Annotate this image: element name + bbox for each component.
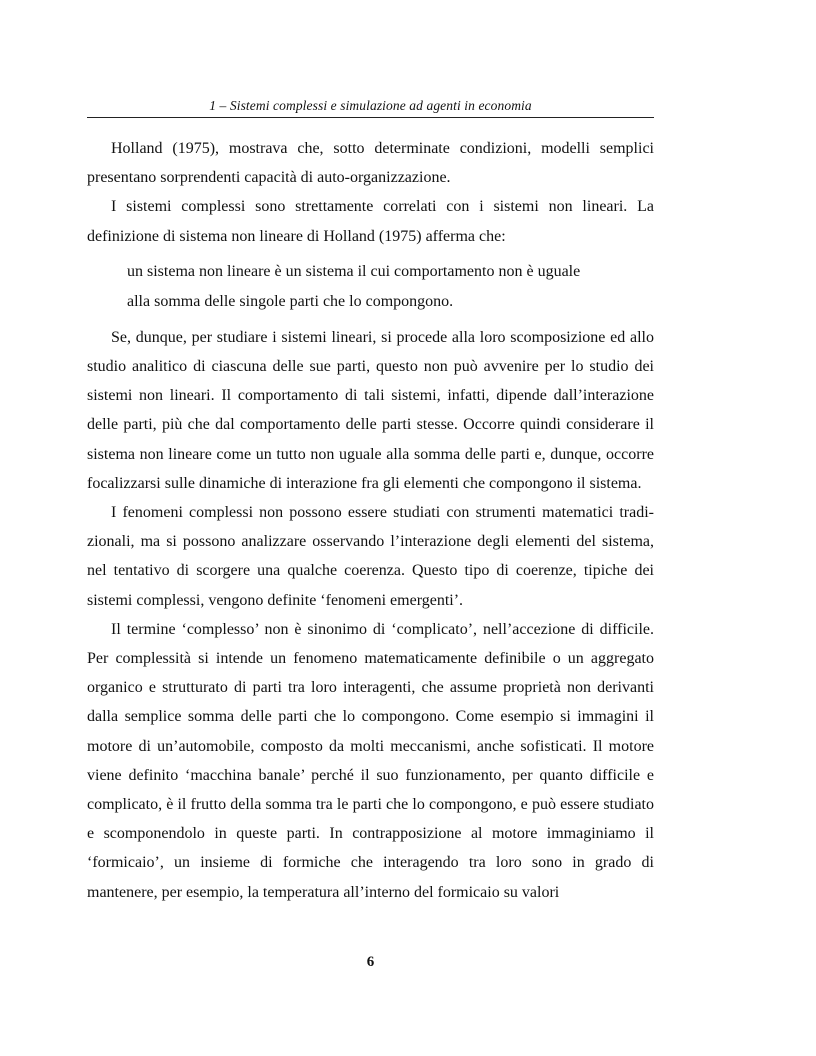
quote-line-2: alla somma delle singole parti che lo compongono. — [127, 292, 454, 310]
header-rule — [87, 117, 654, 118]
paragraph-holland-self-organization: Holland (1975), mostrava che, sotto determinate condizioni, modelli semplici presentano sorprendenti capacità di auto-organizzazione. — [87, 140, 654, 187]
definition-quote — [127, 257, 627, 317]
paragraph-complex-phenomena: I fenomeni complessi non possono essere studiati con strumenti matematici tradizionali, ma si possono analizzare osservando l’interazione degli elementi del sistema, nel tentativo di scorgere una qualche coerenza. Questo tipo di coerenze, tipiche dei sistemi complessi, vengono definite ‘fenomeni emergenti’. — [87, 504, 654, 609]
paragraph-nonlinear-systems-intro: I sistemi complessi sono strettamente correlati con i sistemi non lineari. La definizione di sistema non lineare di Holland (1975) afferma che: — [87, 198, 654, 245]
running-header: 1 – Sistemi complessi e simulazione ad agenti in economia — [209, 98, 532, 113]
page-number: 6 — [366, 954, 375, 970]
paragraph-complex-vs-complicated: Il termine ‘complesso’ non è sinonimo di ‘complicato’, nell’accezione di difficile. Per complessità si intende un fenomeno matematicamente definibile o un aggregato organico e strutturato di parti tra loro interagenti, che assume proprietà non derivanti dalla semplice somma delle parti che lo compongono. Come esempio si immagini il motore di un’automobile, composto da molti meccanismi, anche sofisticati. Il motore viene definito ‘macchina banale’ perché il suo funzionamento, per quanto difficile e complicato, è il frutto della somma tra le parti che lo compongono, e può essere studiato e scomponendolo in queste parti. In contrapposizione al motore immaginiamo il ‘formicaio’, un insieme di formiche che interagendo tra loro sono in grado di mantenere, per esempio, la temperatura all’interno del formicaio su valori — [87, 620, 654, 901]
paragraph-linear-vs-nonlinear: Se, dunque, per studiare i sistemi lineari, si procede alla loro scomposizione ed allo studio analitico di ciascuna delle sue parti, questo non può avvenire per lo studio dei sistemi non lineari. Il comportamento di tali sistemi, infatti, dipende dall’interazione delle parti, più che dal comportamento delle parti stesse. Occorre quindi considerare il sistema non lineare come un tutto non uguale alla somma delle parti e, dunque, occorre focalizzarsi sulle dinamiche di interazione fra gli elementi che compongono il sistema. — [87, 328, 654, 492]
quote-line-1: un sistema non lineare è un sistema il cui comportamento non è uguale — [127, 262, 581, 280]
body-text — [87, 134, 654, 907]
